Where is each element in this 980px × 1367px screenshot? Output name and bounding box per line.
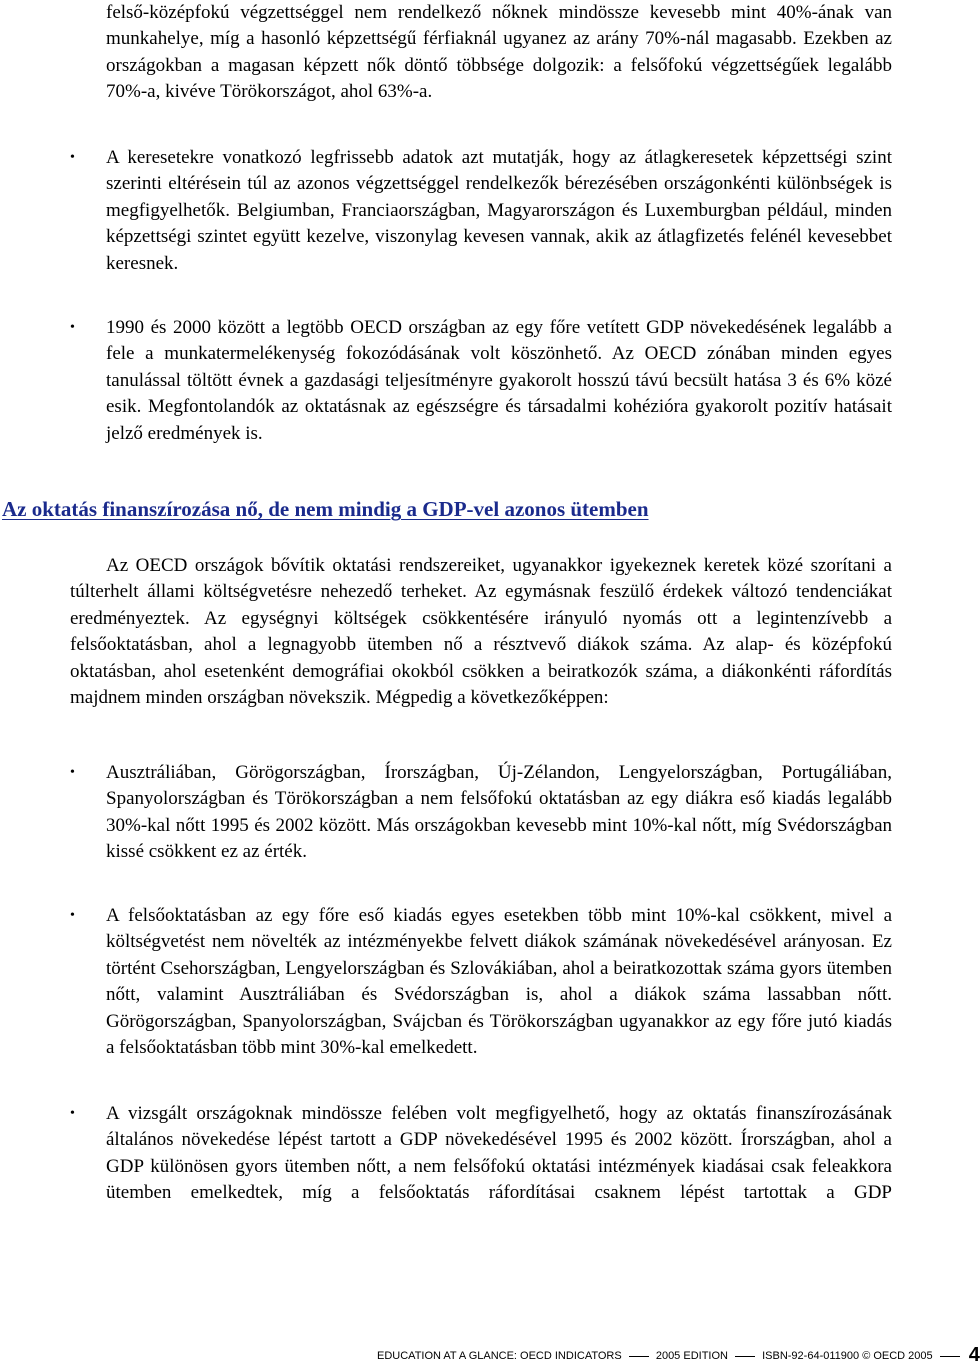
footer-separator — [629, 1356, 649, 1357]
footer-isbn: ISBN-92-64-011900 — [762, 1350, 860, 1362]
bullet-icon: • — [70, 908, 75, 923]
bullet-paragraph-nontertiary: Ausztráliában, Görögországban, Írországban, Új-Zélandon, Lengyelországban, Portugáliában, Spanyolországban és Törökországban a nem felsőfokú oktatásban az egy diákra eső kiadás legalább 30%-kal nőtt 1995 és 2002 között. Más országokban kevesebb mint 10%-kal nőtt, míg Svédországban kissé csökkent ez az érték. — [106, 762, 892, 863]
bullet-icon: • — [70, 1106, 75, 1121]
footer-edition: 2005 EDITION — [655, 1350, 728, 1362]
bullet-icon: • — [70, 150, 75, 165]
bullet-icon: • — [70, 765, 75, 780]
paragraph-continuation: felső-középfokú végzettséggel nem rendelkező nőknek mindössze kevesebb mint 40%-ának van munkahelye, míg a hasonló képzettségű férfiaknál ugyanez az arány 70%-nál magasabb. Ezekben az országokban a magasan képzett nők döntő többsége dolgozik: a felsőfokú végzettségűek legalább 70%-a, kivéve Törökországot, ahol 63%-a. — [106, 2, 892, 103]
footer-separator — [735, 1356, 755, 1357]
page-number: 4 — [968, 1344, 980, 1366]
section-heading: Az oktatás finanszírozása nő, de nem mindig a GDP-vel azonos ütemben — [2, 497, 649, 521]
bullet-paragraph-finance-growth: A vizsgált országoknak mindössze felében volt megfigyelhető, hogy az oktatás finanszírozásának általános növekedése lépést tartott a GDP növekedésével 1995 és 2002 között. Írországban, ahol a GDP különösen gyors ütemben nőtt, a nem felsőfokú oktatási intézmények kiadásai csak feleakkora ütemben emelkedtek, míg a felsőoktatás ráfordításai csaknem lépést tartottak a GDP — [106, 1103, 892, 1204]
footer-copyright: © OECD 2005 — [862, 1350, 933, 1362]
footer-separator — [940, 1356, 960, 1357]
bullet-icon: • — [70, 320, 75, 335]
page-footer — [377, 1344, 980, 1367]
bullet-paragraph-earnings: A keresetekre vonatkozó legfrissebb adatok azt mutatják, hogy az átlagkeresetek képzettségi szint szerinti eltérésein túl az azonos végzettséggel rendelkezők bérezésében országonkénti különbségek is megfigyelhetők. Belgiumban, Franciaországban, Magyarországon és Luxemburgban például, minden képzettségi szintet együtt kezelve, viszonylag kevesen vannak, akik az átlagfizetés felénél kevesebbet keresnek. — [106, 147, 892, 274]
bullet-paragraph-tertiary: A felsőoktatásban az egy főre eső kiadás egyes esetekben több mint 10%-kal csökkent, mivel a költségvetést nem növelték az intézményekbe felvett diákok számának növekedésével arányosan. Ez történt Csehországban, Lengyelországban és Szlovákiában, ahol a beiratkozottak száma gyors ütemben nőtt, valamint Ausztráliában és Svédországban is, ahol a diákok száma lassabban nőtt. Görögországban, Spanyolországban, Svájcban és Törökországban ugyanakkor az egy főre jutó kiadás a felsőoktatásban több mint 30%-kal emelkedett. — [106, 905, 892, 1059]
bullet-paragraph-gdp: 1990 és 2000 között a legtöbb OECD országban az egy főre vetített GDP növekedésének legalább a fele a munkatermelékenység fokozódásának volt köszönhető. Az OECD zónában minden egyes tanulással töltött évnek a gazdasági teljesítményre gyakorolt hosszú távú becsült hatása 3 és 6% közé esik. Megfontolandók az oktatásnak az egészségre és társadalmi kohézióra gyakorolt pozitív hatásait jelző eredmények is. — [106, 317, 892, 444]
section-intro-paragraph: Az OECD országok bővítik oktatási rendszereiket, ugyanakkor igyekeznek keretek közé szorítani a túlterhelt állami költségvetésre nehezedő terheket. Az egymásnak feszülő érdekek változó tendenciákat eredményeztek. Az egységnyi költségek csökkentésére irányuló nyomás ott a legintenzívebb a felsőoktatásban, ahol a legnagyobb ütemben nő a résztvevő diákok száma. Az alap- és középfokú oktatásban, ahol esetenként demográfiai okokból csökken a beiratkozók száma, a diákonkénti ráfordítás majdnem minden országban növekszik. Mégpedig a következőképpen: — [70, 555, 892, 709]
footer-publication: EDUCATION AT A GLANCE: OECD INDICATORS — [377, 1350, 622, 1362]
